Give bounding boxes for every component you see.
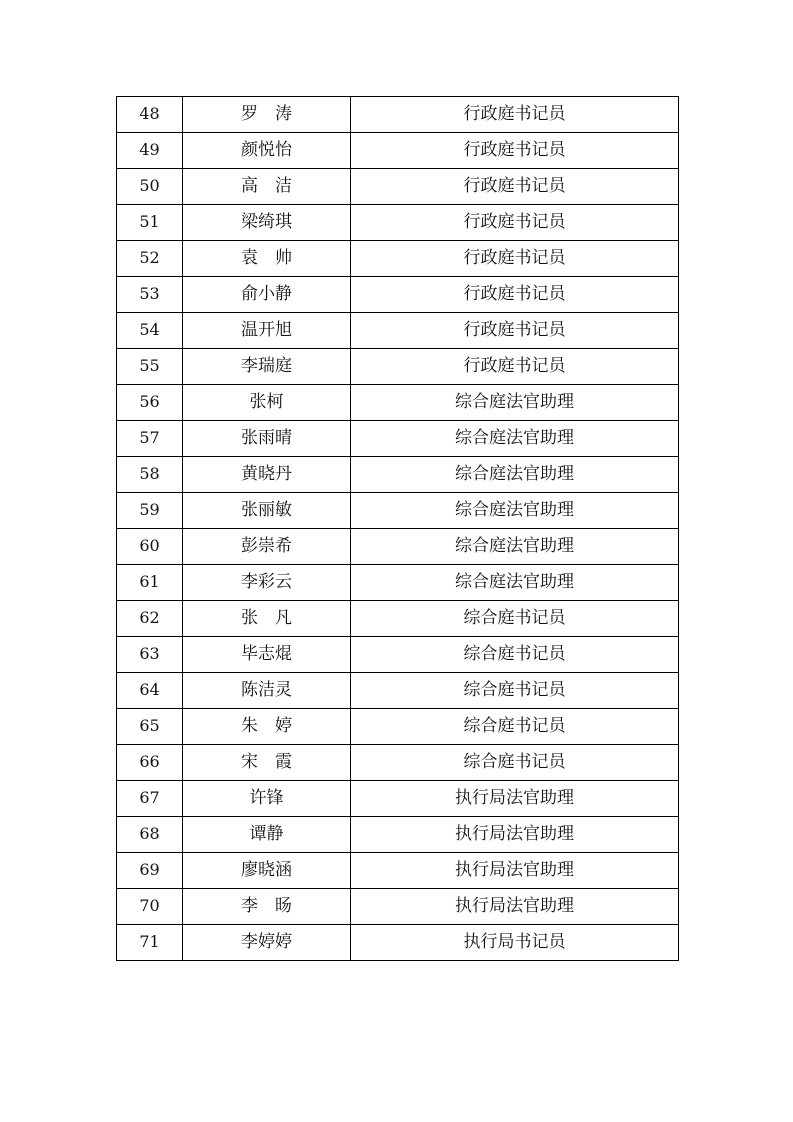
- table-row: [117, 637, 679, 673]
- person-name: 颜悦怡: [241, 140, 292, 160]
- position-cell: [351, 241, 679, 277]
- name-cell: [183, 889, 351, 925]
- position-cell: [351, 493, 679, 529]
- row-number: 56: [139, 392, 160, 411]
- table-row: [117, 169, 679, 205]
- person-name: 张雨晴: [241, 428, 292, 448]
- position-cell: [351, 889, 679, 925]
- name-cell: [183, 169, 351, 205]
- table-row: [117, 349, 679, 385]
- person-name: 李瑞庭: [241, 356, 292, 376]
- position-cell: [351, 853, 679, 889]
- table-row: [117, 457, 679, 493]
- row-number-cell: [117, 205, 183, 241]
- name-cell: [183, 457, 351, 493]
- position-title: 综合庭法官助理: [455, 428, 574, 448]
- row-number-cell: [117, 421, 183, 457]
- table-row: [117, 601, 679, 637]
- person-name: 彭崇希: [241, 536, 292, 556]
- table-row: [117, 745, 679, 781]
- row-number-cell: [117, 493, 183, 529]
- position-cell: [351, 565, 679, 601]
- name-cell: [183, 529, 351, 565]
- row-number-cell: [117, 889, 183, 925]
- position-cell: [351, 169, 679, 205]
- row-number: 65: [139, 716, 160, 735]
- position-title: 综合庭书记员: [463, 680, 566, 700]
- person-name: 温开旭: [241, 320, 292, 340]
- name-cell: [183, 205, 351, 241]
- row-number: 57: [139, 428, 160, 447]
- table-row: [117, 673, 679, 709]
- row-number: 60: [139, 536, 160, 555]
- row-number-cell: [117, 277, 183, 313]
- person-name: 张丽敏: [241, 500, 292, 520]
- row-number: 48: [139, 104, 160, 123]
- name-cell: [183, 493, 351, 529]
- position-title: 执行局法官助理: [455, 788, 574, 808]
- row-number: 61: [139, 572, 160, 591]
- position-cell: [351, 133, 679, 169]
- position-cell: [351, 601, 679, 637]
- row-number: 55: [139, 356, 160, 375]
- table-row: [117, 385, 679, 421]
- table-row: [117, 925, 679, 961]
- table-row: [117, 421, 679, 457]
- position-title: 行政庭书记员: [463, 104, 566, 124]
- name-cell: [183, 313, 351, 349]
- name-cell: [183, 601, 351, 637]
- person-name: 许锋: [249, 788, 284, 808]
- person-name: 李彩云: [241, 572, 292, 592]
- position-title: 执行局法官助理: [455, 824, 574, 844]
- position-cell: [351, 637, 679, 673]
- row-number-cell: [117, 637, 183, 673]
- position-title: 综合庭法官助理: [455, 464, 574, 484]
- person-name: 谭静: [249, 824, 284, 844]
- row-number-cell: [117, 241, 183, 277]
- row-number-cell: [117, 817, 183, 853]
- position-cell: [351, 205, 679, 241]
- name-cell: [183, 853, 351, 889]
- position-cell: [351, 457, 679, 493]
- row-number-cell: [117, 313, 183, 349]
- table-row: [117, 709, 679, 745]
- position-title: 综合庭书记员: [463, 608, 566, 628]
- position-cell: [351, 817, 679, 853]
- position-title: 行政庭书记员: [463, 212, 566, 232]
- person-name: 朱 婷: [241, 716, 292, 736]
- row-number: 64: [139, 680, 160, 699]
- row-number: 51: [139, 212, 160, 231]
- table-row: [117, 133, 679, 169]
- position-cell: [351, 925, 679, 961]
- name-cell: [183, 745, 351, 781]
- name-cell: [183, 241, 351, 277]
- position-title: 执行局书记员: [463, 932, 566, 952]
- position-cell: [351, 349, 679, 385]
- table-row: [117, 241, 679, 277]
- name-cell: [183, 385, 351, 421]
- table-row: [117, 97, 679, 133]
- person-name: 俞小静: [241, 284, 292, 304]
- position-cell: [351, 313, 679, 349]
- name-cell: [183, 277, 351, 313]
- table-row: [117, 205, 679, 241]
- row-number-cell: [117, 385, 183, 421]
- position-title: 综合庭书记员: [463, 716, 566, 736]
- person-name: 袁 帅: [241, 248, 292, 268]
- name-cell: [183, 709, 351, 745]
- row-number-cell: [117, 133, 183, 169]
- row-number: 54: [139, 320, 160, 339]
- row-number-cell: [117, 709, 183, 745]
- person-name: 张 凡: [241, 608, 292, 628]
- table-row: [117, 313, 679, 349]
- person-name: 高 洁: [241, 176, 292, 196]
- row-number-cell: [117, 781, 183, 817]
- position-cell: [351, 529, 679, 565]
- personnel-table-body: [117, 97, 679, 961]
- row-number-cell: [117, 349, 183, 385]
- row-number: 53: [139, 284, 160, 303]
- row-number: 52: [139, 248, 160, 267]
- position-cell: [351, 709, 679, 745]
- person-name: 张柯: [249, 392, 284, 412]
- row-number-cell: [117, 457, 183, 493]
- row-number: 67: [139, 788, 160, 807]
- person-name: 黄晓丹: [241, 464, 292, 484]
- personnel-table: [116, 96, 679, 961]
- position-title: 综合庭书记员: [463, 752, 566, 772]
- row-number-cell: [117, 565, 183, 601]
- position-title: 行政庭书记员: [463, 320, 566, 340]
- name-cell: [183, 349, 351, 385]
- name-cell: [183, 817, 351, 853]
- position-title: 行政庭书记员: [463, 284, 566, 304]
- position-title: 执行局法官助理: [455, 896, 574, 916]
- person-name: 廖晓涵: [241, 860, 292, 880]
- row-number: 63: [139, 644, 160, 663]
- row-number: 59: [139, 500, 160, 519]
- position-cell: [351, 421, 679, 457]
- row-number: 58: [139, 464, 160, 483]
- position-cell: [351, 781, 679, 817]
- row-number-cell: [117, 169, 183, 205]
- table-row: [117, 493, 679, 529]
- position-cell: [351, 745, 679, 781]
- row-number: 71: [139, 932, 160, 951]
- name-cell: [183, 133, 351, 169]
- name-cell: [183, 673, 351, 709]
- position-title: 行政庭书记员: [463, 356, 566, 376]
- table-row: [117, 817, 679, 853]
- row-number: 50: [139, 176, 160, 195]
- position-title: 行政庭书记员: [463, 140, 566, 160]
- table-row: [117, 565, 679, 601]
- person-name: 李 旸: [241, 896, 292, 916]
- position-title: 综合庭法官助理: [455, 500, 574, 520]
- person-name: 陈洁灵: [241, 680, 292, 700]
- row-number: 70: [139, 896, 160, 915]
- row-number: 66: [139, 752, 160, 771]
- row-number: 49: [139, 140, 160, 159]
- position-title: 综合庭书记员: [463, 644, 566, 664]
- position-cell: [351, 385, 679, 421]
- position-cell: [351, 97, 679, 133]
- position-cell: [351, 277, 679, 313]
- row-number-cell: [117, 853, 183, 889]
- row-number: 68: [139, 824, 160, 843]
- name-cell: [183, 421, 351, 457]
- person-name: 宋 霞: [241, 752, 292, 772]
- row-number-cell: [117, 529, 183, 565]
- name-cell: [183, 781, 351, 817]
- position-cell: [351, 673, 679, 709]
- table-row: [117, 781, 679, 817]
- row-number-cell: [117, 745, 183, 781]
- position-title: 综合庭法官助理: [455, 536, 574, 556]
- table-row: [117, 853, 679, 889]
- person-name: 毕志焜: [241, 644, 292, 664]
- position-title: 综合庭法官助理: [455, 572, 574, 592]
- position-title: 行政庭书记员: [463, 176, 566, 196]
- row-number-cell: [117, 673, 183, 709]
- person-name: 李婷婷: [241, 932, 292, 952]
- table-row: [117, 529, 679, 565]
- position-title: 执行局法官助理: [455, 860, 574, 880]
- row-number-cell: [117, 601, 183, 637]
- row-number: 62: [139, 608, 160, 627]
- table-row: [117, 889, 679, 925]
- position-title: 综合庭法官助理: [455, 392, 574, 412]
- name-cell: [183, 565, 351, 601]
- name-cell: [183, 637, 351, 673]
- table-row: [117, 277, 679, 313]
- position-title: 行政庭书记员: [463, 248, 566, 268]
- person-name: 梁绮琪: [241, 212, 292, 232]
- row-number-cell: [117, 925, 183, 961]
- row-number-cell: [117, 97, 183, 133]
- row-number: 69: [139, 860, 160, 879]
- person-name: 罗 涛: [241, 104, 292, 124]
- name-cell: [183, 925, 351, 961]
- name-cell: [183, 97, 351, 133]
